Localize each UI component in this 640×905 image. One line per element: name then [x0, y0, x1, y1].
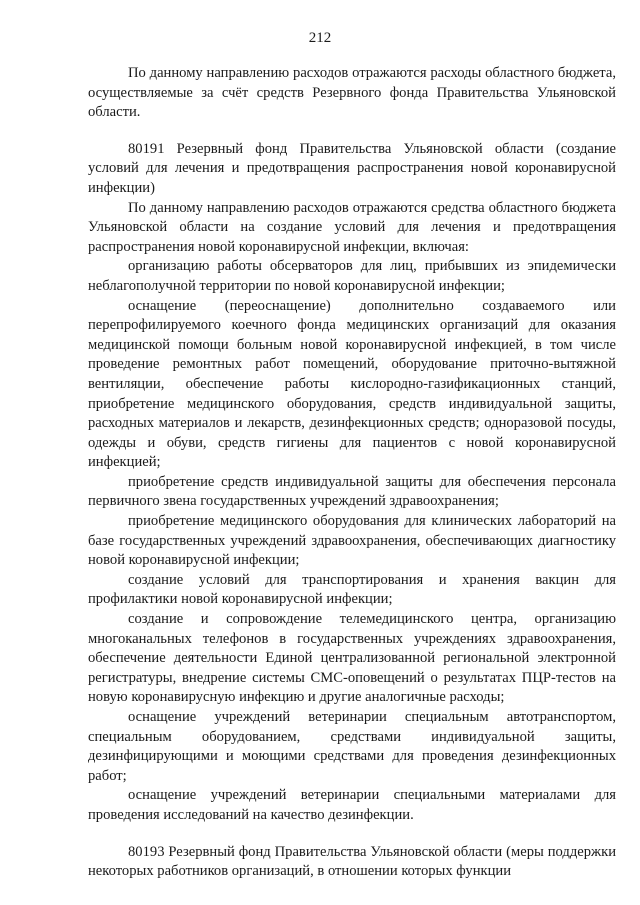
list-item-ppe-primary-care: приобретение средств индивидуальной защиты для обеспечения персонала первичного звена государственных учреждений здравоохранения;	[88, 473, 616, 510]
page-number: 212	[308, 30, 332, 46]
list-item-lab-equipment: приобретение медицинского оборудования для клинических лабораторий на базе государственных учреждений здравоохранения, обеспечивающих диагностику новой коронавирусной инфекции;	[88, 513, 616, 569]
heading-80191: 80191 Резервный фонд Правительства Ульяновской области (создание условий для лечения и предотвращения распространения новой коронавирусной инфекции)	[88, 140, 616, 196]
list-item-vaccine-storage: создание условий для транспортирования и хранения вакцин для профилактики новой коронавирусной инфекции;	[88, 571, 616, 608]
paragraph-reserve-fund-intro: По данному направлению расходов отражаются расходы областного бюджета, осуществляемые за счёт средств Резервного фонда Правительства Ульяновской области.	[88, 65, 616, 121]
document-body	[88, 64, 616, 882]
paragraph-80191-description: По данному направлению расходов отражаются средства областного бюджета Ульяновской области на создание условий для лечения и предотвращения распространения новой коронавирусной инфекции, включая:	[88, 199, 616, 255]
list-item-telemedicine: создание и сопровождение телемедицинского центра, организацию многоканальных телефонов в государственных учреждениях здравоохранения, обеспечение деятельности Единой централизованной региональной электронной регистратуры, внедрение системы СМС-оповещений о результатах ПЦР-тестов на новую коронавирусную инфекцию и другие аналогичные расходы;	[88, 611, 616, 706]
list-item-veterinary-materials: оснащение учреждений ветеринарии специальными материалами для проведения исследований на качество дезинфекции.	[88, 787, 616, 823]
list-item-veterinary-transport: оснащение учреждений ветеринарии специальным автотранспортом, специальным оборудованием, средствами индивидуальной защиты, дезинфицирующими и моющими средствами для проведения дезинфекционных работ;	[88, 709, 616, 784]
heading-80193: 80193 Резервный фонд Правительства Ульяновской области (меры поддержки некоторых работников организаций, в отношении которых функции	[88, 843, 616, 880]
list-item-bed-fund-equipment: оснащение (переоснащение) дополнительно создаваемого или перепрофилируемого коечного фонда медицинских организаций для оказания медицинской помощи больным новой коронавирусной инфекцией, в том числе проведение ремонтных работ помещений, оборудование приточно-вытяжной вентиляции, обеспечение работы кислородно-газификационных станций, приобретение медицинского оборудования, средств индивидуальной защиты, расходных материалов и лекарств, дезинфекционных средств; одноразовой посуды, одежды и обуви, средств гигиены для пациентов с новой коронавирусной инфекцией;	[88, 297, 616, 471]
list-item-observators: организацию работы обсерваторов для лиц, прибывших из эпидемически неблагополучной территории по новой коронавирусной инфекции;	[88, 258, 616, 294]
